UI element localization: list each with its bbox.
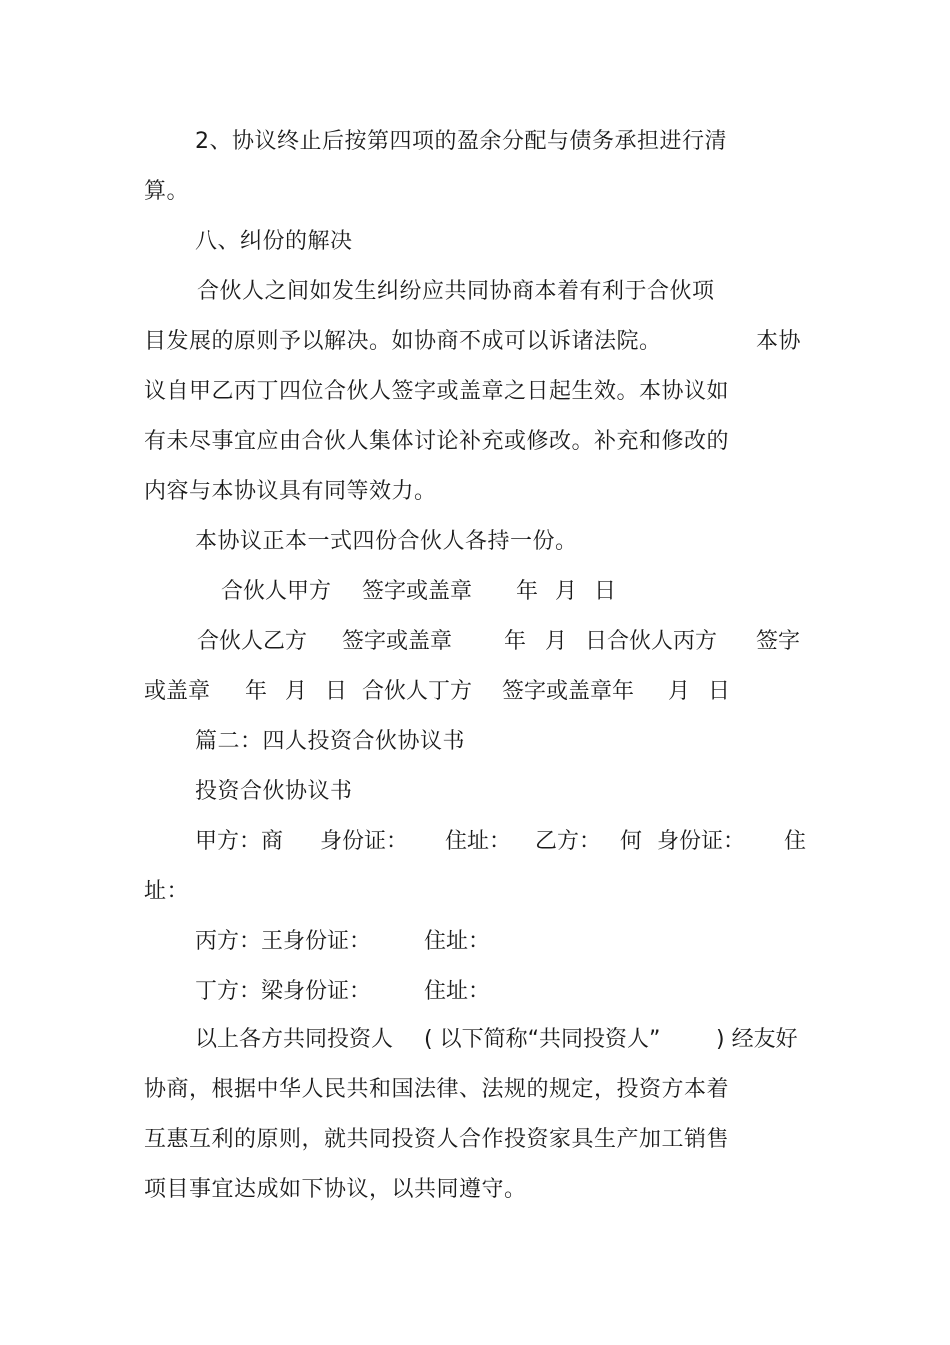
paragraph-line: 2、协议终止后按第四项的盈余分配与债务承担进行清 (195, 129, 727, 154)
party-b-name: 何 (620, 829, 643, 854)
party-d-label: 丁方：梁身份证： (195, 979, 372, 1004)
party-a-label: 甲方：商 (195, 829, 284, 854)
date-month-label: 月 (668, 679, 691, 704)
paragraph-line: 算。 (144, 179, 190, 204)
party-c-label: 丙方：王身份证： (195, 929, 372, 954)
date-month-label: 月 (285, 679, 308, 704)
date-month-label: 月 (555, 579, 578, 604)
address-label: 址： (144, 879, 190, 904)
date-month-label: 月 (545, 629, 568, 654)
address-label: 住址： (445, 829, 512, 854)
paragraph-line: 本协 (756, 329, 802, 354)
date-year-label: 年 (516, 579, 539, 604)
signature-field-label: 签字或盖章年 (502, 679, 635, 704)
document-title: 投资合伙协议书 (195, 779, 353, 804)
date-year-label: 年 (504, 629, 527, 654)
address-label: 住 (784, 829, 807, 854)
signature-party-label: 合伙人乙方 (197, 629, 308, 654)
paragraph-line: 合伙人之间如发生纠纷应共同协商本着有利于合伙项 (197, 279, 715, 304)
signature-field-label: 或盖章 (144, 679, 211, 704)
address-label: 住址： (424, 979, 491, 1004)
id-card-label: 身份证： (657, 829, 746, 854)
paragraph-line: 本协议正本一式四份合伙人各持一份。 (195, 529, 578, 554)
signature-party-label: 合伙人丁方 (362, 679, 473, 704)
paragraph-line: 议自甲乙丙丁四位合伙人签字或盖章之日起生效。本协议如 (144, 379, 730, 404)
date-day-label: 日 (325, 679, 348, 704)
signature-party-label: 日合伙人丙方 (585, 629, 718, 654)
paragraph-fragment: 以上各方共同投资人 (195, 1027, 394, 1052)
party-b-label: 乙方： (535, 829, 602, 854)
section-heading: 八、纠份的解决 (195, 229, 353, 254)
date-day-label: 日 (708, 679, 731, 704)
paragraph-line: 互惠互利的原则，就共同投资人合作投资家具生产加工销售 (144, 1127, 730, 1152)
paragraph-line: 项目事宜达成如下协议，以共同遵守。 (144, 1177, 527, 1202)
id-card-label: 身份证： (320, 829, 409, 854)
signature-party-label: 合伙人甲方 (221, 579, 332, 604)
signature-field-label: 签字或盖章 (362, 579, 473, 604)
date-year-label: 年 (245, 679, 268, 704)
paragraph-fragment: ( 以下简称“共同投资人” (424, 1027, 661, 1052)
signature-field-label: 签字 (756, 629, 801, 654)
section-heading: 篇二：四人投资合伙协议书 (195, 729, 466, 754)
paragraph-line: 协商，根据中华人民共和国法律、法规的规定，投资方本着 (144, 1077, 730, 1102)
signature-field-label: 签字或盖章 (342, 629, 453, 654)
paragraph-fragment: ) 经友好 (716, 1027, 798, 1052)
address-label: 住址： (424, 929, 491, 954)
paragraph-line: 目发展的原则予以解决。如协商不成可以诉诸法院。 (144, 329, 662, 354)
paragraph-line: 有未尽事宜应由合伙人集体讨论补充或修改。补充和修改的 (144, 429, 730, 454)
paragraph-line: 内容与本协议具有同等效力。 (144, 479, 437, 504)
date-day-label: 日 (594, 579, 617, 604)
